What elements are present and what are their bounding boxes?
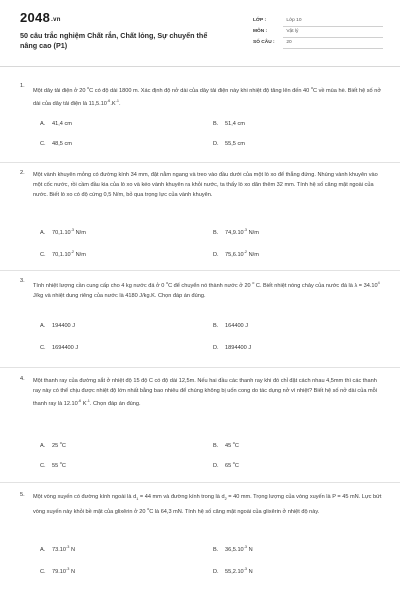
option-b[interactable]: B. $36,5.10^{-3}$ N [213, 545, 253, 553]
question-divider [0, 162, 400, 163]
option-b[interactable]: B. $74,9.10^{-3}$ N/m [213, 228, 259, 236]
question-text: Tính nhiệt lượng cần cung cấp cho 4 kg nước đá ở 0 $^o$C để chuyển nó thành nước ở 20 $^o$ C. Biết nhiệt nóng chảy của nước đá là $\lambda = 34.10^4$ J/kg và nhiệt dung riêng của nước là 4180 J/kg.K. Chọn đáp án đúng. [33, 281, 380, 299]
question-divider [0, 270, 400, 271]
option-a[interactable]: A. $70,1.10^{-3}$ N/m [40, 228, 86, 236]
option-c[interactable]: C. $79.10^{-3}$ N [40, 567, 75, 575]
worksheet-header [0, 0, 400, 70]
question-divider [0, 482, 400, 483]
meta-label-count: SỐ CÂU : [253, 40, 275, 45]
option-c[interactable]: C. $70,1.10^{-2}$ N/m [40, 250, 86, 258]
meta-row-class [253, 16, 383, 27]
option-b[interactable]: B. 45 $^o$C [213, 441, 239, 449]
question-text: Một dây tải điện ở 20 $^o$C có độ dài 1800 m. Xác định độ nở dài của dây tải điện này khi nhiệt độ tăng lên đến 40 $^o$C về mùa hè. Biết hệ số nở dài của dây tải điện là $11,5.10^{-6}.K^{-1}$. [33, 86, 382, 107]
meta-value-count: 20 [286, 40, 292, 45]
option-d[interactable]: D. 1894400 J [213, 345, 252, 351]
question-text: Một vòng xuyến có đường kính ngoài là $d_1 = 44$ mm và đường kính trong là $d_2 = 40$ mm. Trọng lượng của vòng xuyến là P = 45 mN. Lực bứt vòng xuyến này khỏi bề mặt của glixêrin ở 20 $^o$C là 64,3 mN. Tính hệ số căng mặt ngoài của glixêrin ở nhiệt độ này. [33, 494, 382, 515]
option-a[interactable]: A. 194400 J [40, 323, 76, 329]
worksheet-meta [253, 16, 383, 49]
question-text: Một vành khuyên mỏng có đường kính 34 mm, đặt nằm ngang và treo vào đầu dưới của một lò xo để thẳng đứng. Nhúng vành khuyên vào một cốc nước, rồi cầm đầu kia của lò xo và kéo vành khuyên ra khỏi nước, ta thấy lò xo dãn thêm 32 mm. Tính hệ số căng mặt ngoài của nước. Biết lò xo có độ cứng 0,5 N/m, bỏ qua trọng lực của vành khuyên. [33, 172, 378, 198]
meta-label-subject: MÔN : [253, 29, 268, 34]
question-number: 2. [20, 170, 25, 176]
header-divider [0, 66, 400, 67]
meta-row-subject [253, 27, 383, 38]
question-number: 3. [20, 278, 25, 284]
option-d[interactable]: D. 55,5 cm [213, 141, 245, 147]
question-divider [0, 367, 400, 368]
meta-label-class: LỚP : [253, 18, 267, 23]
question-text: Một thanh ray của đường sắt ở nhiệt độ 15 độ C có độ dài 12,5m. Nếu hai đầu các thanh ray khi đó chỉ đặt cách nhau 4,5mm thì các thanh ray này có thể chịu được nhiệt độ lớn nhất bằng bao nhiêu để chúng không bị uốn cong do tác dụng nở vì nhiệt? Biết hệ số nở dài của mỗi thanh ray là $12.10^{-6}$ $K^{-1}$. Chọn đáp án đúng. [33, 378, 378, 407]
option-a[interactable]: A. 25 $^o$C [40, 441, 66, 449]
option-b[interactable]: B. 51,4 cm [213, 121, 245, 127]
option-c[interactable]: C. 1694400 J [40, 345, 79, 351]
site-logo[interactable]: 2048.vn [20, 10, 61, 25]
meta-row-count [253, 38, 383, 49]
question-number: 1. [20, 83, 25, 89]
option-b[interactable]: B. 164400 J [213, 323, 249, 329]
worksheet-title: 50 câu trắc nghiệm Chất rắn, Chất lỏng, Sự chuyển thể nâng cao (P1) [20, 31, 208, 50]
question-number: 4. [20, 376, 25, 382]
option-c[interactable]: C. 55 $^o$C [40, 461, 66, 469]
meta-value-class: Lớp 10 [286, 18, 302, 23]
option-c[interactable]: C. 48,5 cm [40, 141, 72, 147]
option-a[interactable]: A. $73.10^{-3}$ N [40, 545, 75, 553]
meta-value-subject: Vật lý [286, 29, 299, 34]
option-a[interactable]: A. 41,4 cm [40, 121, 72, 127]
option-d[interactable]: D. 65 $^o$C [213, 461, 239, 469]
option-d[interactable]: D. $75,6.10^{-2}$ N/m [213, 250, 259, 258]
option-d[interactable]: D. $55,2.10^{-3}$ N [213, 567, 253, 575]
question-number: 5. [20, 492, 25, 498]
